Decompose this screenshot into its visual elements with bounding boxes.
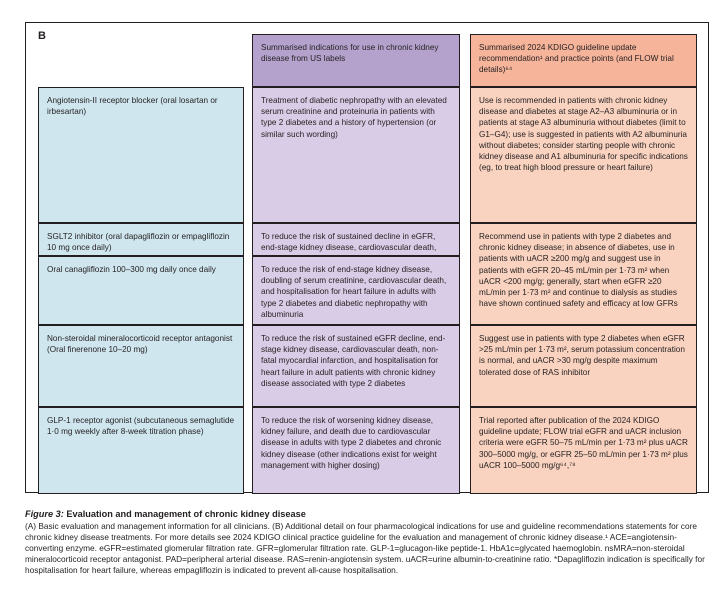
drug-finerenone: Non-steroidal mineralocorticoid receptor antagonist (Oral finerenone 10–20 mg) bbox=[38, 325, 244, 407]
header-kdigo: Summarised 2024 KDIGO guideline update recommendation¹ and practice points (and FLOW trial details)⁶⁴ bbox=[470, 34, 697, 87]
caption-text: (A) Basic evaluation and management information for all clinicians. (B) Additional detail on four pharmacological indications for use and guideline recommendations statements for core chronic kidney disease treatments. For more details see 2024 KDIGO clinical practice guideline for the evaluation and management of chronic kidney disease.¹ ACE=angiotensin-converting enzyme. eGFR=estimated glomerular filtration rate. GFR=glomerular filtration rate. GLP-1=glucagon-like peptide-1. HbA1c=glycated haemoglobin. nsMRA=non-steroidal mineralocorticoid receptor antagonist. PAD=peripheral arterial disease. RAS=renin-angiotensin system. uACR=urine albumin-to-creatinine ratio. *Dapagliflozin indication is specifically for hospitalisation for heart failure, whereas empagliflozin is indicated to prevent all-cause hospitalisation. bbox=[25, 521, 705, 575]
indication-sglt2: To reduce the risk of sustained decline in eGFR, end-stage kidney disease, cardiovascular death, bbox=[252, 223, 460, 256]
guideline-glp1: Trial reported after publication of the 2024 KDIGO guideline update; FLOW trial eGFR and uACR inclusion criteria were eGFR 50–75 mL/min per 1·73 m² plus uACR 300–5000 mg/g, or eGFR 25–50 mL/min per 1·73 m² plus uACR 100–5000 mg/g⁶⁴,⁷⁸ bbox=[470, 407, 697, 494]
indication-finerenone: To reduce the risk of sustained eGFR decline, end-stage kidney disease, cardiovascular death, non-fatal myocardial infarction, and hospitalisation for heart failure in adult patients with chronic kidney disease associated with type 2 diabetes bbox=[252, 325, 460, 407]
indication-canagliflozin: To reduce the risk of end-stage kidney disease, doubling of serum creatinine, cardiovascular death, and hospitalisation for heart failure in adults with type 2 diabetes and diabetic nephropathy with albuminuria bbox=[252, 256, 460, 325]
drug-sglt2: SGLT2 inhibitor (oral dapagliflozin or empagliflozin 10 mg once daily) bbox=[38, 223, 244, 256]
figure-caption bbox=[25, 509, 715, 576]
drug-canagliflozin: Oral canagliflozin 100–300 mg daily once daily bbox=[38, 256, 244, 325]
guideline-arb: Use is recommended in patients with chronic kidney disease and diabetes at stage A2–A3 albuminuria or in patients at stage A3 albuminuria without diabetes (limit to G1–G4); use is suggested in patients with A2 albuminuria without diabetes; consider starting people with chronic kidney disease and A1 albuminuria for specific indications (eg, to treat high blood pressure or heart failure) bbox=[470, 87, 697, 223]
caption-title-line bbox=[25, 509, 715, 520]
drug-arb: Angiotensin-II receptor blocker (oral losartan or irbesartan) bbox=[38, 87, 244, 223]
indication-glp1: To reduce the risk of worsening kidney disease, kidney failure, and death due to cardiovascular disease in adults with type 2 diabetes and chronic kidney disease (other indications exist for weight management with higher dosing) bbox=[252, 407, 460, 494]
guideline-finerenone: Suggest use in patients with type 2 diabetes when eGFR >25 mL/min per 1·73 m², serum potassium concentration is normal, and uACR >30 mg/g despite maximum tolerated dose of RAS inhibitor bbox=[470, 325, 697, 407]
header-us-labels: Summarised indications for use in chronic kidney disease from US labels bbox=[252, 34, 460, 87]
drug-glp1: GLP-1 receptor agonist (subcutaneous semaglutide 1·0 mg weekly after 8-week titration phase) bbox=[38, 407, 244, 494]
figure-label: Figure 3: bbox=[25, 509, 64, 519]
guideline-sglt2: Recommend use in patients with type 2 diabetes and chronic kidney disease; in absence of diabetes, use in patients with uACR ≥200 mg/g and suggest use in patients with eGFR 20–45 mL/min per 1·73 m² when uACR <200 mg/g; generally, start when eGFR ≥20 mL/min per 1·73 m² and continue to dialysis as studies have shown continued safety and efficacy at low GFRs bbox=[470, 223, 697, 325]
panel-label: B bbox=[38, 30, 46, 42]
indication-arb: Treatment of diabetic nephropathy with an elevated serum creatinine and proteinuria in patients with type 2 diabetes and a history of hypertension (or similar such wording) bbox=[252, 87, 460, 223]
caption-title: Evaluation and management of chronic kidney disease bbox=[66, 509, 306, 519]
